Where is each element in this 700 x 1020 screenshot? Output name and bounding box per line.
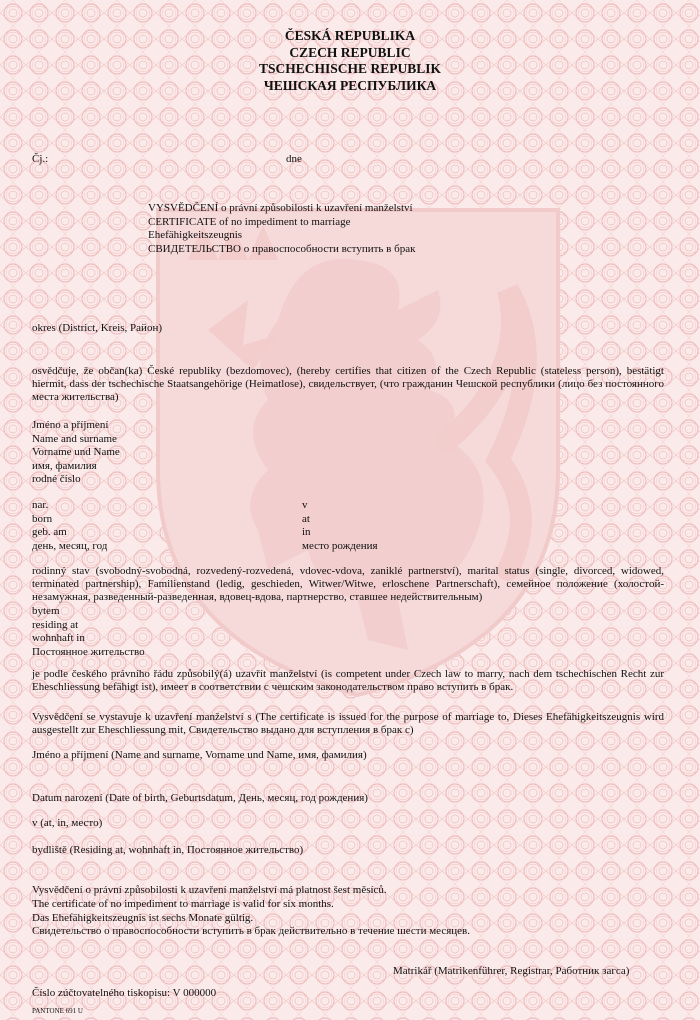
header-english: CZECH REPUBLIC bbox=[289, 44, 411, 60]
district-label: okres (District, Kreis, Район) bbox=[32, 322, 162, 334]
birth-number-label: rodné číslo bbox=[32, 473, 81, 486]
name-label-german: Vorname und Name bbox=[32, 446, 120, 459]
header-czech: ČESKÁ REPUBLIKA bbox=[284, 28, 416, 43]
pantone-code: PANTONE 691 U bbox=[32, 1007, 83, 1015]
name-labels bbox=[32, 419, 120, 487]
purpose-statement: Vysvědčení se vystavuje k uzavření manželství s (The certificate is issued for the purpose of marriage to, Dieses Ehefähigkeitszeugnis wird ausgestellt zur Eheschliessung mit, Свидетельство выдано для вступления в брак с) bbox=[32, 711, 664, 737]
header-german: TSCHECHISCHE REPUBLIK bbox=[259, 61, 441, 76]
validity-czech: Vysvědčení o právní způsobilosti k uzavření manželství má platnost šest měsíců. bbox=[32, 884, 387, 896]
title-russian: СВИДЕТЕЛЬСТВО о правоспособности вступить в брак bbox=[148, 242, 416, 255]
residence-label-english: residing at bbox=[32, 618, 79, 631]
name-label-russian: имя, фамилия bbox=[32, 459, 97, 472]
title-czech: VYSVĚDČENÍ o právní způsobilosti k uzavření manželství bbox=[148, 202, 413, 214]
validity-english: The certificate of no impediment to marriage is valid for six months. bbox=[32, 897, 334, 910]
form-number: Číslo zúčtovatelného tiskopisu: V 000000 bbox=[32, 987, 217, 999]
date-label: dne bbox=[286, 153, 302, 165]
born-label-german: geb. am bbox=[32, 526, 67, 538]
validity-notice bbox=[32, 884, 470, 939]
partner-birth-place-label: v (at, in, место) bbox=[32, 817, 103, 829]
title-english: CERTIFICATE of no impediment to marriage bbox=[148, 215, 351, 228]
residence-labels bbox=[32, 605, 145, 659]
name-label-english: Name and surname bbox=[32, 432, 117, 445]
partner-residence-label: bydliště (Residing at, wohnhaft in, Постоянное жительство) bbox=[32, 844, 304, 856]
document-title bbox=[148, 202, 415, 256]
birth-date-labels bbox=[32, 499, 107, 553]
place-label-english: at bbox=[302, 512, 310, 525]
certification-statement: osvědčuje, že občan(ka) České republiky (bezdomovec), (hereby certifies that citizen of the Czech Republic (stateless person), bestätigt hiermit, dass der tschechische Staatsangehörige (Heimatlose), свидельствует, (что гражданин Чешской республики (лицо без постоянного места жительства) bbox=[32, 365, 664, 404]
place-label-russian: место рождения bbox=[302, 539, 378, 552]
validity-german: Das Ehefähigkeitszeugnis ist sechs Monate gültig. bbox=[32, 911, 254, 924]
place-label-czech: v bbox=[302, 499, 308, 511]
residence-label-german: wohnhaft in bbox=[32, 632, 85, 644]
partner-name-label: Jméno a příjmení (Name and surname, Vorname und Name, имя, фамилия) bbox=[32, 749, 367, 761]
registrar-label: Matrikář (Matrikenführer, Registrar, Работник загса) bbox=[393, 965, 630, 977]
residence-label-russian: Постоянное жительство bbox=[32, 645, 145, 658]
marital-status-text: rodinný stav (svobodný-svobodná, rozvedený-rozvedená, vdovec-vdova, zaniklé partnerství), marital status (single, divorced, widowed, terminated partnership), Familienstand (ledig, geschieden, Witwer/Witwe, erloschene Partnerschaft), семейное положение (холостой-незамужная, разведенный-разведенная, вдовец-вдова, партнерство, ставшее недействительным) bbox=[32, 565, 664, 604]
validity-russian: Свидетельство о правоспособности вступить в брак действительно в течение шести месяцев. bbox=[32, 925, 470, 938]
header-russian: ЧЕШСКАЯ РЕСПУБЛИКА bbox=[263, 77, 437, 93]
born-label-czech: nar. bbox=[32, 499, 49, 511]
place-label-german: in bbox=[302, 526, 311, 538]
reference-number-label: Čj.: bbox=[32, 153, 49, 165]
competence-statement: je podle českého právního řádu způsobilý(á) uzavřít manželství (is competent under Czech law to marry, nach dem tschechischen Recht zur Eheschliessung befähigt ist), имеет в соответствии с чешским законодательством право вступить в брак. bbox=[32, 668, 664, 694]
state-header bbox=[0, 28, 700, 94]
born-label-russian: день, месяц, год bbox=[32, 539, 108, 552]
residence-label-czech: bytem bbox=[32, 605, 60, 617]
name-label-czech: Jméno a příjmení bbox=[32, 419, 109, 431]
born-label-english: born bbox=[32, 512, 53, 525]
partner-birth-date-label: Datum narození (Date of birth, Geburtsdatum, День, месяц, год рождения) bbox=[32, 792, 368, 804]
title-german: Ehefähigkeitszeugnis bbox=[148, 229, 243, 241]
birth-place-labels bbox=[302, 499, 378, 553]
